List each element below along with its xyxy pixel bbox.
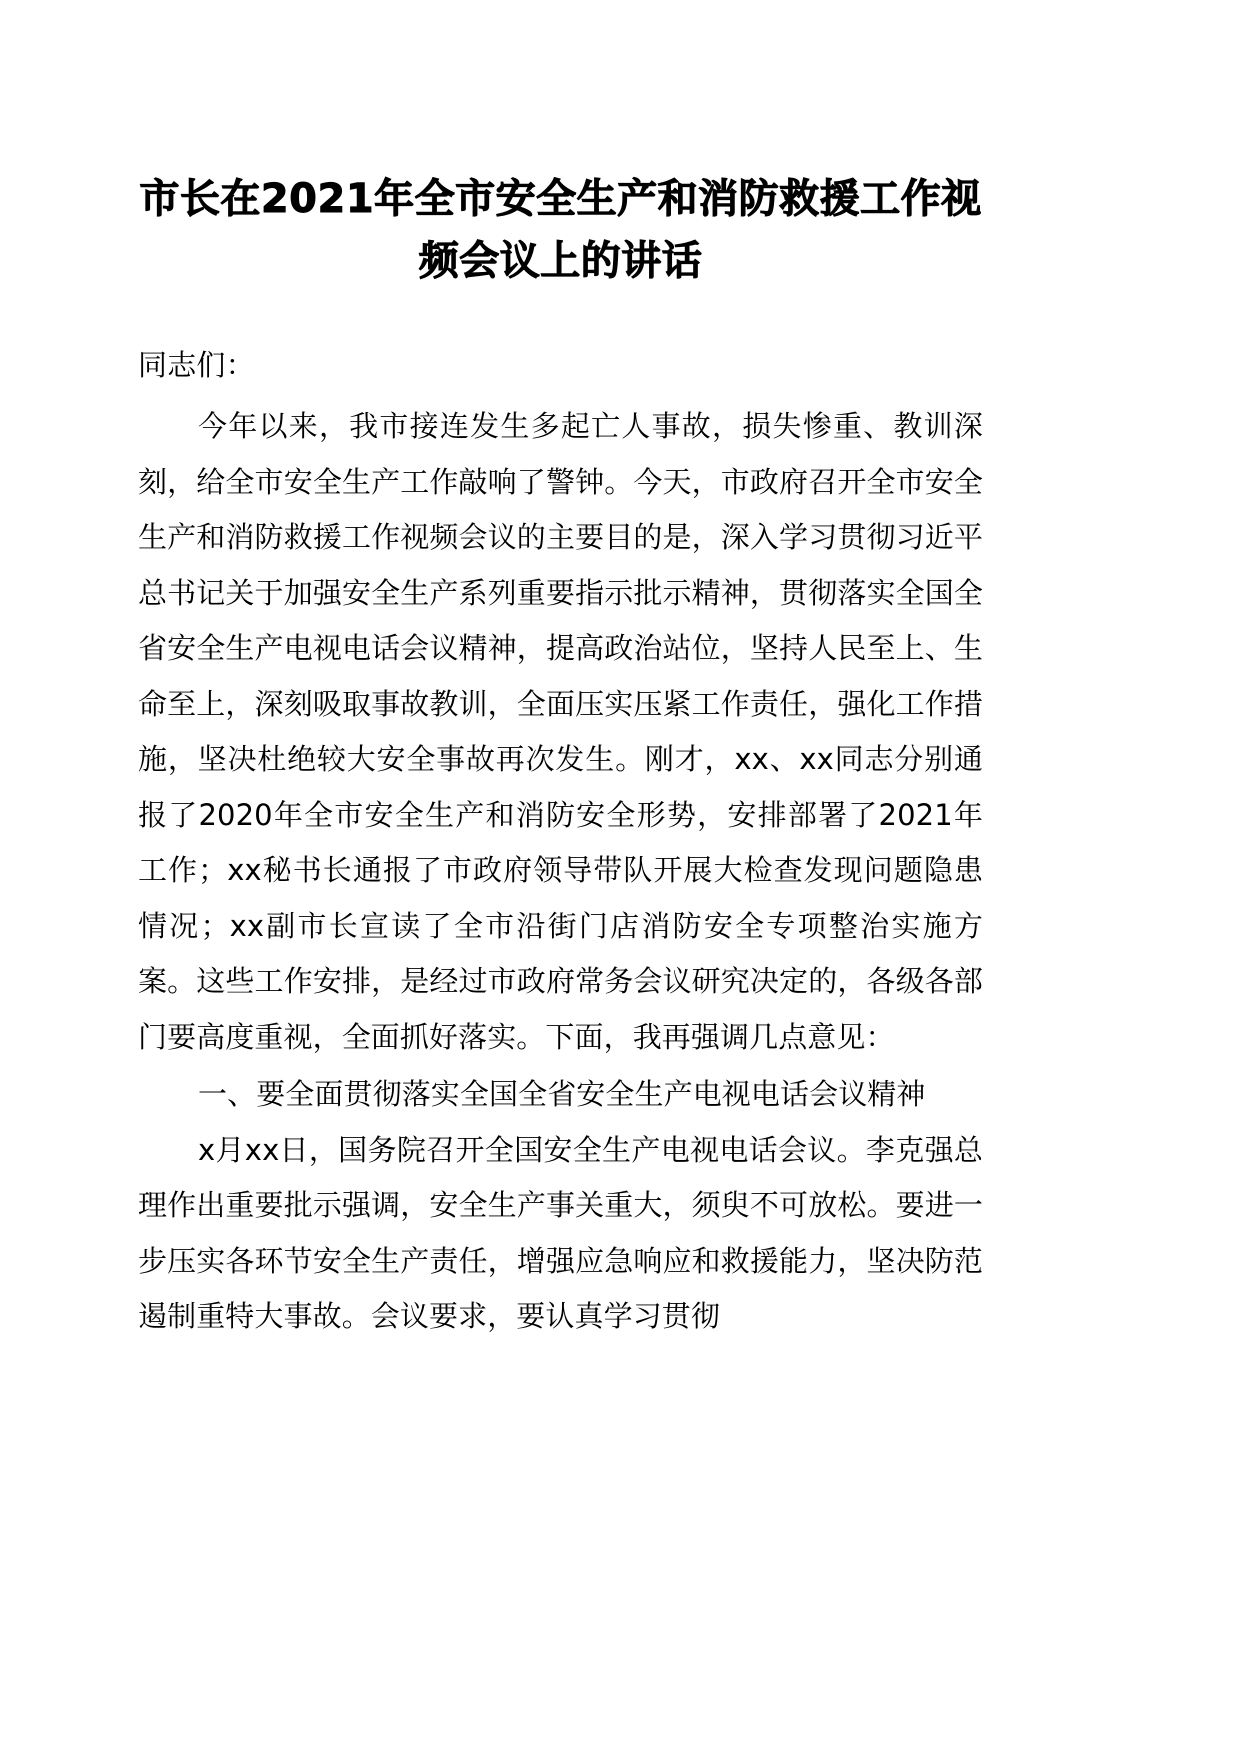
body-paragraph-1: 今年以来，我市接连发生多起亡人事故，损失惨重、教训深刻，给全市安全生产工作敲响了警钟。今天，市政府召开全市安全生产和消防救援工作视频会议的主要目的是，深入学习贯彻习近平总书记关于加强安全生产系列重要指示批示精神，贯彻落实全国全省安全生产电视电话会议精神，提高政治站位，坚持人民至上、生命至上，深刻吸取事故教训，全面压实压紧工作责任，强化工作措施，坚决杜绝较大安全事故再次发生。刚才，xx、xx同志分别通报了2020年全市安全生产和消防安全形势，安排部署了2021年工作；xx秘书长通报了市政府领导带队开展大检查发现问题隐患情况；xx副市长宣读了全市沿街门店消防安全专项整治实施方案。这些工作安排，是经过市政府常务会议研究决定的，各级各部门要高度重视，全面抓好落实。下面，我再强调几点意见： [138,409,983,1054]
section-heading-1: 一、要全面贯彻落实全国全省安全生产电视电话会议精神 [198,1077,926,1111]
page-title: 市长在2021年全市安全生产和消防救援工作视频会议上的讲话 [139,176,982,284]
document-body [138,0,983,1345]
body-paragraph-2: x月xx日，国务院召开全国安全生产电视电话会议。李克强总理作出重要批示强调，安全生产事关重大，须臾不可放松。要进一步压实各环节安全生产责任，增强应急响应和救援能力，坚决防范遏制重特大事故。会议要求，要认真学习贯彻 [138,1132,983,1333]
salutation-line: 同志们： [138,348,255,382]
